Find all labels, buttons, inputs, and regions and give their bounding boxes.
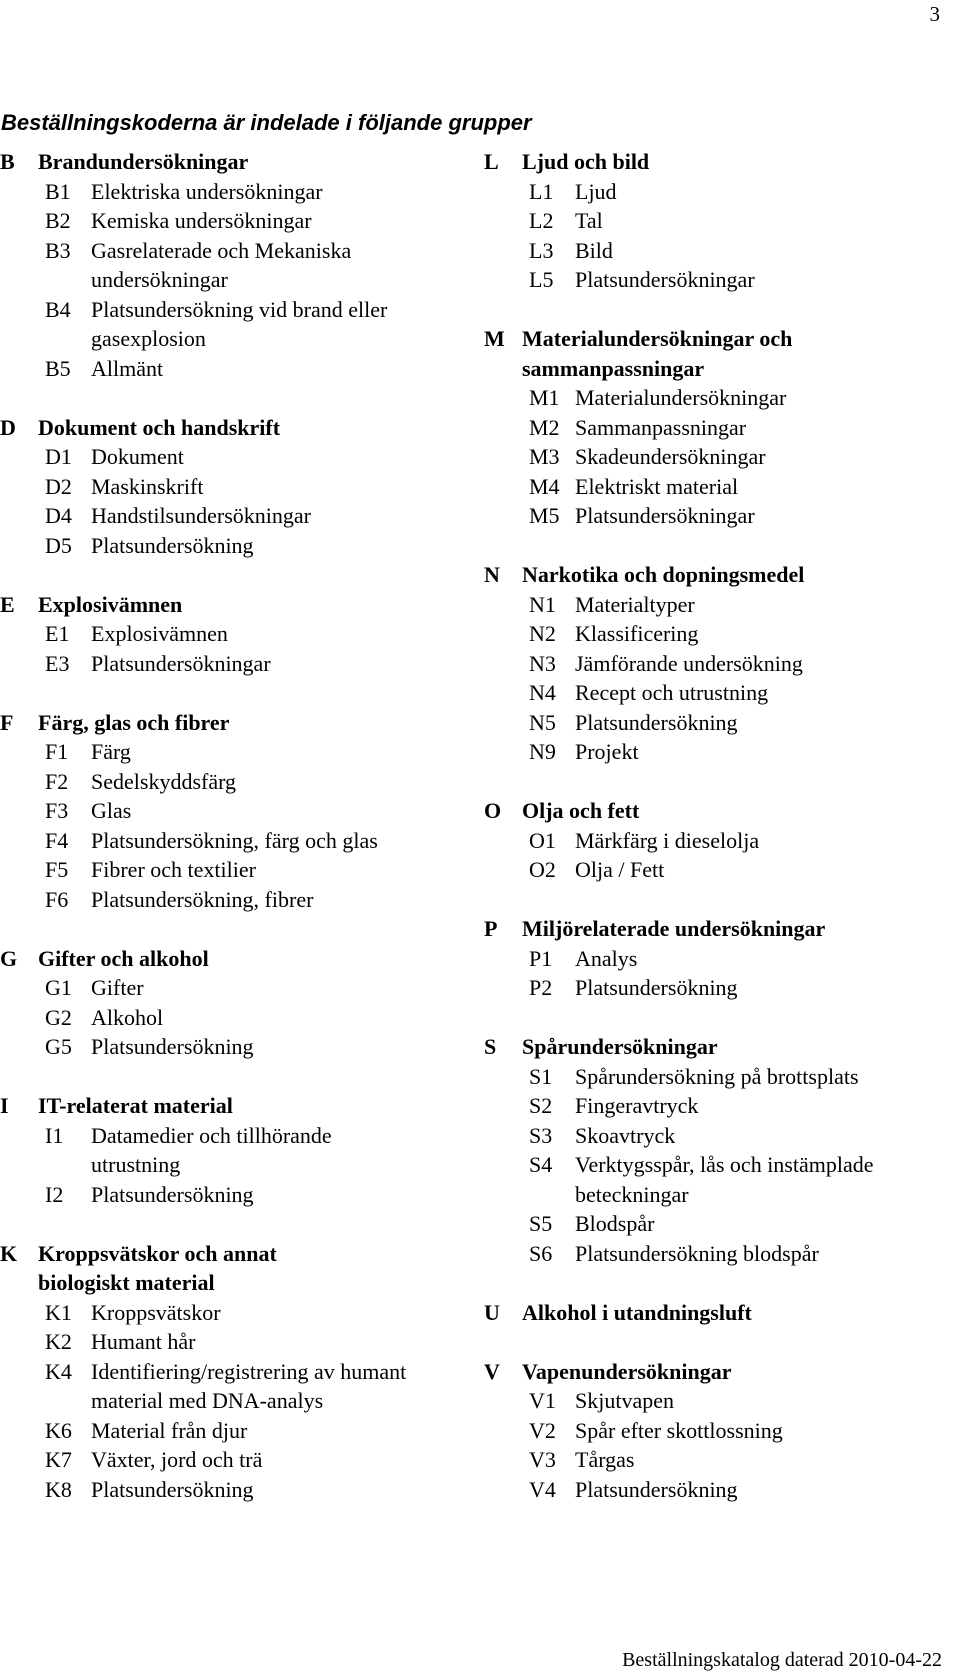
code-group-v — [484, 1357, 915, 1505]
item-code: V3 — [529, 1447, 556, 1472]
right-column — [484, 147, 915, 1534]
item-label: Klassificering — [575, 621, 699, 646]
item-label: Platsundersökningar — [575, 267, 755, 292]
code-group-s — [484, 1032, 915, 1268]
group-items — [484, 383, 915, 531]
code-item — [522, 1062, 915, 1092]
item-label: Platsundersökningar — [575, 503, 755, 528]
page-footer: Beställningskatalog daterad 2010-04-22 — [622, 1649, 942, 1671]
code-item — [38, 885, 431, 915]
item-label: Jämförande undersökning — [575, 650, 803, 676]
code-item — [522, 649, 915, 679]
group-code: L — [484, 149, 499, 174]
code-item — [38, 1180, 431, 1210]
item-code: M4 — [529, 473, 560, 499]
code-group-d — [0, 413, 431, 561]
code-item — [38, 649, 431, 679]
code-item — [522, 678, 915, 708]
group-title: Ljud och bild — [522, 149, 650, 174]
item-label: Växter, jord och trä — [91, 1447, 263, 1472]
item-label: Elektriskt material — [575, 473, 739, 499]
item-label: Gifter — [91, 975, 144, 1000]
item-code: L5 — [529, 267, 554, 292]
item-code: M2 — [529, 414, 560, 440]
item-code: E1 — [45, 621, 70, 646]
group-header — [484, 324, 915, 383]
code-group-l — [484, 147, 915, 295]
group-items — [0, 1121, 431, 1210]
item-code: D4 — [45, 503, 72, 528]
code-group-m — [484, 324, 915, 531]
item-label: Analys — [575, 945, 638, 971]
group-items — [0, 737, 431, 914]
group-items — [484, 1062, 915, 1269]
code-item — [38, 236, 431, 295]
item-code: M3 — [529, 444, 560, 469]
item-label: Materialtyper — [575, 591, 695, 617]
group-code: K — [0, 1240, 18, 1266]
group-code: P — [484, 916, 498, 941]
group-code: I — [0, 1093, 9, 1118]
group-code: U — [484, 1299, 500, 1325]
code-item — [38, 1475, 431, 1505]
code-item — [38, 1416, 431, 1446]
item-code: M1 — [529, 385, 560, 410]
item-label: Kemiska undersökningar — [91, 208, 312, 233]
item-label: Platsundersökning vid brand eller gasexplosion — [91, 296, 388, 351]
group-items — [0, 973, 431, 1062]
item-label: Sedelskyddsfärg — [91, 768, 237, 794]
item-label: Identifiering/registrering av humant material med DNA-analys — [91, 1358, 407, 1413]
item-label: Recept och utrustning — [575, 680, 769, 705]
code-item — [522, 206, 915, 236]
item-code: D5 — [45, 532, 72, 558]
group-header — [484, 560, 915, 590]
item-code: D2 — [45, 473, 72, 499]
item-code: I1 — [45, 1122, 64, 1148]
code-item — [38, 177, 431, 207]
item-code: S2 — [529, 1093, 553, 1118]
group-title: Explosivämnen — [38, 591, 183, 617]
item-label: Explosivämnen — [91, 621, 228, 646]
code-item — [522, 619, 915, 649]
item-label: Spår efter skottlossning — [575, 1417, 783, 1443]
group-header — [484, 1032, 915, 1062]
code-item — [38, 206, 431, 236]
item-label: Material från djur — [91, 1417, 248, 1443]
item-code: D1 — [45, 444, 72, 469]
code-item — [38, 442, 431, 472]
item-code: F1 — [45, 739, 69, 764]
code-item — [38, 531, 431, 561]
code-item — [522, 236, 915, 266]
code-item — [38, 1032, 431, 1062]
code-item — [522, 944, 915, 974]
item-code: F2 — [45, 768, 69, 794]
group-title: Kroppsvätskor och annat biologiskt material — [38, 1240, 277, 1295]
item-label: Spårundersökning på brottsplats — [575, 1063, 859, 1089]
code-group-k — [0, 1239, 431, 1505]
item-label: Fingeravtryck — [575, 1093, 699, 1118]
item-code: B5 — [45, 355, 71, 381]
item-code: K1 — [45, 1299, 72, 1325]
group-title: Narkotika och dopningsmedel — [522, 562, 805, 587]
group-items — [484, 944, 915, 1003]
code-item — [38, 1003, 431, 1033]
item-code: O2 — [529, 857, 556, 882]
item-label: Dokument — [91, 444, 184, 469]
group-header — [484, 1357, 915, 1387]
item-label: Skoavtryck — [575, 1122, 676, 1148]
code-item — [522, 177, 915, 207]
code-group-n — [484, 560, 915, 767]
item-code: K4 — [45, 1358, 72, 1384]
item-label: Verktygsspår, lås och instämplade beteckningar — [575, 1152, 874, 1207]
item-label: Alkohol — [91, 1004, 164, 1030]
code-item — [38, 1298, 431, 1328]
group-code: D — [0, 414, 16, 440]
item-code: I2 — [45, 1181, 64, 1207]
item-label: Materialundersökningar — [575, 385, 787, 410]
item-code: S6 — [529, 1240, 553, 1266]
group-code: G — [0, 945, 18, 971]
code-item — [522, 383, 915, 413]
group-items — [484, 177, 915, 295]
item-code: L2 — [529, 208, 554, 233]
code-group-e — [0, 590, 431, 679]
item-label: Glas — [91, 798, 132, 823]
code-group-o — [484, 796, 915, 885]
group-header — [0, 1239, 431, 1298]
code-item — [38, 619, 431, 649]
item-code: L3 — [529, 237, 554, 263]
group-header — [0, 1091, 431, 1121]
item-code: G2 — [45, 1004, 72, 1030]
code-item — [38, 826, 431, 856]
item-code: N1 — [529, 591, 556, 617]
code-item — [38, 973, 431, 1003]
item-label: Bild — [575, 237, 613, 263]
group-title: Spårundersökningar — [522, 1034, 718, 1059]
group-title: Gifter och alkohol — [38, 945, 209, 971]
item-label: Elektriska undersökningar — [91, 178, 323, 204]
group-title: Brandundersökningar — [38, 149, 249, 174]
item-code: N9 — [529, 739, 556, 764]
item-code: K8 — [45, 1476, 72, 1502]
left-column — [0, 147, 431, 1534]
code-item — [522, 1386, 915, 1416]
group-header — [0, 413, 431, 443]
page-heading: Beställningskoderna är indelade i följande grupper — [1, 110, 532, 135]
item-code: S4 — [529, 1152, 553, 1177]
item-label: Platsundersökning — [575, 709, 738, 735]
item-code: G5 — [45, 1034, 72, 1059]
group-items — [484, 1386, 915, 1504]
group-header — [484, 796, 915, 826]
item-label: Tårgas — [575, 1447, 635, 1472]
item-code: B1 — [45, 178, 71, 204]
item-code: V2 — [529, 1417, 556, 1443]
item-label: Fibrer och textilier — [91, 857, 256, 882]
code-item — [522, 973, 915, 1003]
item-code: N5 — [529, 709, 556, 735]
item-label: Märkfärg i dieselolja — [575, 827, 760, 853]
item-label: Platsundersökning — [575, 1476, 738, 1502]
group-header — [0, 708, 431, 738]
group-header — [0, 147, 431, 177]
item-label: Platsundersökning — [575, 975, 738, 1000]
group-items — [484, 826, 915, 885]
code-item — [522, 590, 915, 620]
group-items — [0, 442, 431, 560]
item-code: B3 — [45, 237, 71, 263]
code-item — [38, 1357, 431, 1416]
item-label: Allmänt — [91, 355, 164, 381]
item-label: Projekt — [575, 739, 639, 764]
item-code: V1 — [529, 1388, 556, 1413]
item-code: P2 — [529, 975, 553, 1000]
group-header — [0, 944, 431, 974]
item-code: E3 — [45, 650, 70, 676]
group-items — [0, 1298, 431, 1505]
item-label: Platsundersökning — [91, 1476, 254, 1502]
code-item — [38, 767, 431, 797]
code-item — [522, 1445, 915, 1475]
item-code: B2 — [45, 208, 71, 233]
code-item — [38, 796, 431, 826]
item-label: Ljud — [575, 178, 617, 204]
code-item — [522, 737, 915, 767]
item-code: G1 — [45, 975, 72, 1000]
group-code: V — [484, 1358, 500, 1384]
group-items — [0, 619, 431, 678]
group-code: B — [0, 149, 15, 174]
code-item — [522, 1150, 915, 1209]
item-code: S5 — [529, 1211, 553, 1236]
item-code: S1 — [529, 1063, 553, 1089]
code-item — [522, 826, 915, 856]
item-code: P1 — [529, 945, 553, 971]
item-code: M5 — [529, 503, 560, 528]
group-code: N — [484, 562, 500, 587]
code-item — [522, 265, 915, 295]
item-label: Platsundersökning, fibrer — [91, 886, 314, 912]
code-group-i — [0, 1091, 431, 1209]
item-label: Sammanpassningar — [575, 414, 747, 440]
item-code: N3 — [529, 650, 556, 676]
code-item — [38, 354, 431, 384]
group-title: Olja och fett — [522, 798, 640, 823]
code-item — [38, 1121, 431, 1180]
code-item — [38, 737, 431, 767]
item-label: Handstilsundersökningar — [91, 503, 311, 528]
group-title: IT-relaterat material — [38, 1093, 233, 1118]
item-code: B4 — [45, 296, 71, 322]
group-items — [484, 590, 915, 767]
code-item — [522, 1475, 915, 1505]
item-label: Platsundersökning — [91, 1034, 254, 1059]
item-code: K2 — [45, 1329, 72, 1354]
code-group-g — [0, 944, 431, 1062]
code-group-f — [0, 708, 431, 915]
code-item — [522, 442, 915, 472]
code-item — [38, 1445, 431, 1475]
group-code: O — [484, 798, 502, 823]
group-code: F — [0, 709, 14, 735]
item-code: O1 — [529, 827, 556, 853]
code-group-p — [484, 914, 915, 1003]
code-item — [522, 1091, 915, 1121]
code-item — [38, 472, 431, 502]
code-group-b — [0, 147, 431, 383]
item-code: N4 — [529, 680, 556, 705]
item-code: L1 — [529, 178, 554, 204]
code-item — [38, 295, 431, 354]
group-title: Färg, glas och fibrer — [38, 709, 230, 735]
code-item — [522, 1416, 915, 1446]
item-label: Skjutvapen — [575, 1388, 674, 1413]
code-item — [522, 855, 915, 885]
item-code: F3 — [45, 798, 69, 823]
code-item — [38, 1327, 431, 1357]
code-item — [522, 1239, 915, 1269]
group-header — [484, 147, 915, 177]
item-label: Olja / Fett — [575, 857, 665, 882]
group-title: Alkohol i utandningsluft — [522, 1299, 752, 1325]
code-item — [522, 413, 915, 443]
group-header — [0, 590, 431, 620]
item-code: N2 — [529, 621, 556, 646]
code-item — [38, 855, 431, 885]
code-group-u — [484, 1298, 915, 1328]
item-label: Tal — [575, 208, 603, 233]
item-label: Kroppsvätskor — [91, 1299, 221, 1325]
item-code: K7 — [45, 1447, 72, 1472]
page-number: 3 — [929, 2, 940, 26]
item-code: F6 — [45, 886, 69, 912]
item-label: Platsundersökning, färg och glas — [91, 827, 378, 853]
item-code: K6 — [45, 1417, 72, 1443]
item-label: Platsundersökning blodspår — [575, 1240, 819, 1266]
item-label: Platsundersökningar — [91, 650, 271, 676]
item-label: Humant hår — [91, 1329, 196, 1354]
code-item — [522, 472, 915, 502]
group-code: M — [484, 326, 505, 351]
group-header — [484, 914, 915, 944]
item-code: V4 — [529, 1476, 556, 1502]
group-title: Miljörelaterade undersökningar — [522, 916, 826, 941]
item-label: Datamedier och tillhörande utrustning — [91, 1122, 332, 1177]
item-label: Blodspår — [575, 1211, 655, 1236]
code-item — [38, 501, 431, 531]
group-title: Vapenundersökningar — [522, 1358, 732, 1384]
group-title: Dokument och handskrift — [38, 414, 281, 440]
item-label: Maskinskrift — [91, 473, 204, 499]
group-code: E — [0, 591, 15, 617]
item-label: Färg — [91, 739, 131, 764]
group-title: Materialundersökningar och sammanpassningar — [522, 326, 793, 381]
group-code: S — [484, 1034, 497, 1059]
item-label: Gasrelaterade och Mekaniska undersökningar — [91, 237, 352, 292]
code-item — [522, 1209, 915, 1239]
item-code: F5 — [45, 857, 69, 882]
code-item — [522, 501, 915, 531]
item-label: Platsundersökning — [91, 532, 254, 558]
item-code: F4 — [45, 827, 69, 853]
item-code: S3 — [529, 1122, 553, 1148]
item-label: Skadeundersökningar — [575, 444, 766, 469]
code-item — [522, 708, 915, 738]
item-label: Platsundersökning — [91, 1181, 254, 1207]
group-header — [484, 1298, 915, 1328]
code-item — [522, 1121, 915, 1151]
group-items — [0, 177, 431, 384]
